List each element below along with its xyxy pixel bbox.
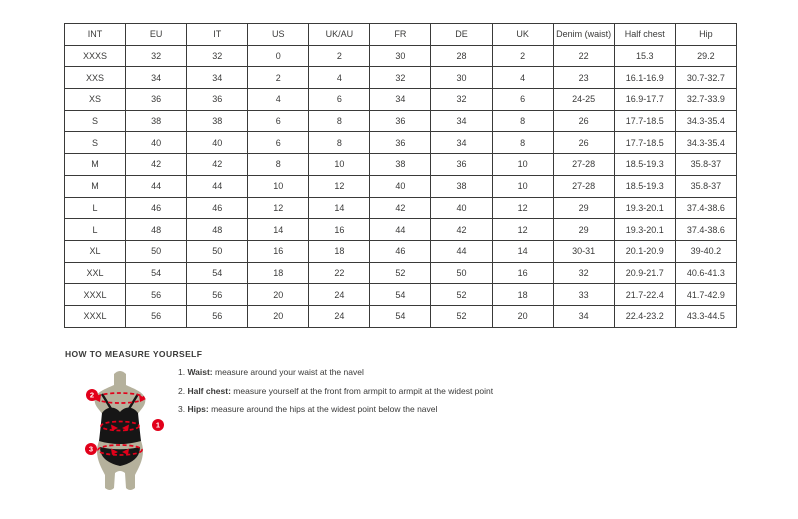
size-cell: 12 <box>248 197 309 219</box>
size-cell: 19.3-20.1 <box>614 197 675 219</box>
size-cell: 21.7-22.4 <box>614 284 675 306</box>
measure-step <box>178 404 493 414</box>
size-chart-header <box>65 24 737 46</box>
badge-waist-number: 1 <box>155 420 161 430</box>
size-cell: 54 <box>126 262 187 284</box>
size-cell: 4 <box>309 67 370 89</box>
size-cell: 34 <box>370 89 431 111</box>
size-cell: 16 <box>492 262 553 284</box>
size-cell: 56 <box>187 284 248 306</box>
size-cell: 32 <box>431 89 492 111</box>
size-cell: 16.1-16.9 <box>614 67 675 89</box>
table-row <box>65 132 737 154</box>
size-cell: 32 <box>370 67 431 89</box>
size-cell: 8 <box>492 132 553 154</box>
size-cell: 20 <box>492 305 553 327</box>
size-cell: 46 <box>370 240 431 262</box>
size-cell: 46 <box>187 197 248 219</box>
size-cell: 29 <box>553 219 614 241</box>
size-cell: 24 <box>309 305 370 327</box>
table-row <box>65 45 737 67</box>
size-cell: 32 <box>126 45 187 67</box>
step-number: 3. <box>178 404 188 414</box>
size-cell: 42 <box>126 154 187 176</box>
step-text: measure around your waist at the navel <box>212 367 364 377</box>
column-header: Hip <box>675 24 736 46</box>
table-row <box>65 219 737 241</box>
size-cell: 10 <box>492 175 553 197</box>
step-text: measure yourself at the front from armpit to armpit at the widest point <box>230 385 494 396</box>
table-row <box>65 175 737 197</box>
size-cell: S <box>65 110 126 132</box>
size-chart-body <box>65 45 737 327</box>
size-cell: 10 <box>248 175 309 197</box>
size-cell: 6 <box>248 110 309 132</box>
size-cell: 42 <box>370 197 431 219</box>
step-label: Half chest: <box>187 385 231 396</box>
size-cell: 34 <box>553 305 614 327</box>
size-cell: 29 <box>553 197 614 219</box>
measure-steps-list <box>178 367 493 423</box>
step-text: measure around the hips at the widest point below the navel <box>208 404 438 414</box>
size-cell: 18 <box>248 262 309 284</box>
badge-chest-number: 2 <box>89 390 95 400</box>
size-cell: 10 <box>309 154 370 176</box>
size-cell: 34 <box>431 132 492 154</box>
size-cell: 22 <box>309 262 370 284</box>
size-cell: 36 <box>370 110 431 132</box>
table-row <box>65 305 737 327</box>
size-cell: XXXS <box>65 45 126 67</box>
size-cell: 2 <box>309 45 370 67</box>
size-cell: 38 <box>431 175 492 197</box>
badge-hips-number: 3 <box>88 444 94 454</box>
size-cell: 34 <box>187 67 248 89</box>
size-cell: 12 <box>492 219 553 241</box>
size-cell: 30.7-32.7 <box>675 67 736 89</box>
size-cell: 29.2 <box>675 45 736 67</box>
size-cell: 35.8-37 <box>675 175 736 197</box>
size-cell: 12 <box>309 175 370 197</box>
size-cell: 8 <box>492 110 553 132</box>
size-cell: 12 <box>492 197 553 219</box>
table-row <box>65 197 737 219</box>
size-cell: 54 <box>187 262 248 284</box>
size-chart-table <box>64 23 737 328</box>
column-header: UK <box>492 24 553 46</box>
size-cell: 37.4-38.6 <box>675 219 736 241</box>
size-cell: 20 <box>248 284 309 306</box>
size-cell: 20.9-21.7 <box>614 262 675 284</box>
size-cell: 46 <box>126 197 187 219</box>
size-cell: 42 <box>431 219 492 241</box>
table-row <box>65 262 737 284</box>
size-cell: 34 <box>126 67 187 89</box>
size-cell: 41.7-42.9 <box>675 284 736 306</box>
size-cell: 39-40.2 <box>675 240 736 262</box>
size-cell: 26 <box>553 110 614 132</box>
size-cell: 27-28 <box>553 154 614 176</box>
column-header: Half chest <box>614 24 675 46</box>
step-label: Hips: <box>187 404 209 414</box>
size-cell: 34.3-35.4 <box>675 132 736 154</box>
table-row <box>65 67 737 89</box>
size-cell: 40 <box>370 175 431 197</box>
size-cell: L <box>65 197 126 219</box>
size-cell: 6 <box>492 89 553 111</box>
size-cell: 30 <box>370 45 431 67</box>
column-header: US <box>248 24 309 46</box>
table-row <box>65 89 737 111</box>
size-cell: M <box>65 175 126 197</box>
column-header: DE <box>431 24 492 46</box>
size-cell: 36 <box>431 154 492 176</box>
size-cell: XXXL <box>65 305 126 327</box>
size-cell: 44 <box>431 240 492 262</box>
size-cell: 52 <box>431 305 492 327</box>
size-cell: 14 <box>248 219 309 241</box>
size-cell: 20.1-20.9 <box>614 240 675 262</box>
size-cell: 40.6-41.3 <box>675 262 736 284</box>
size-cell: 14 <box>309 197 370 219</box>
size-cell: XS <box>65 89 126 111</box>
size-cell: 40 <box>431 197 492 219</box>
size-cell: 44 <box>187 175 248 197</box>
size-cell: 42 <box>187 154 248 176</box>
size-cell: 17.7-18.5 <box>614 110 675 132</box>
size-cell: 32.7-33.9 <box>675 89 736 111</box>
size-cell: 50 <box>187 240 248 262</box>
size-cell: 16 <box>248 240 309 262</box>
table-row <box>65 154 737 176</box>
step-label: Waist: <box>187 367 213 377</box>
size-cell: XXL <box>65 262 126 284</box>
size-cell: 18 <box>309 240 370 262</box>
size-cell: 50 <box>126 240 187 262</box>
column-header: UK/AU <box>309 24 370 46</box>
size-cell: L <box>65 219 126 241</box>
size-cell: 20 <box>248 305 309 327</box>
size-cell: 24-25 <box>553 89 614 111</box>
size-cell: 8 <box>309 110 370 132</box>
step-number: 1. <box>178 367 188 377</box>
table-row <box>65 284 737 306</box>
size-cell: 22 <box>553 45 614 67</box>
size-cell: 48 <box>187 219 248 241</box>
size-cell: 50 <box>431 262 492 284</box>
size-cell: 8 <box>248 154 309 176</box>
size-cell: 36 <box>187 89 248 111</box>
step-number: 2. <box>178 385 188 396</box>
size-cell: 34.3-35.4 <box>675 110 736 132</box>
size-cell: 28 <box>431 45 492 67</box>
size-cell: 37.4-38.6 <box>675 197 736 219</box>
table-row <box>65 110 737 132</box>
mannequin-illustration <box>77 365 187 501</box>
size-cell: XXS <box>65 67 126 89</box>
size-cell: 0 <box>248 45 309 67</box>
measurement-figure <box>77 365 187 501</box>
size-cell: 8 <box>309 132 370 154</box>
size-cell: 6 <box>248 132 309 154</box>
size-cell: 23 <box>553 67 614 89</box>
size-cell: 38 <box>370 154 431 176</box>
size-cell: 35.8-37 <box>675 154 736 176</box>
size-cell: 15.3 <box>614 45 675 67</box>
size-cell: M <box>65 154 126 176</box>
size-cell: 2 <box>248 67 309 89</box>
size-cell: 18.5-19.3 <box>614 175 675 197</box>
size-cell: 4 <box>492 67 553 89</box>
size-cell: 33 <box>553 284 614 306</box>
size-cell: 56 <box>126 305 187 327</box>
size-cell: 32 <box>187 45 248 67</box>
size-cell: 48 <box>126 219 187 241</box>
size-cell: 16.9-17.7 <box>614 89 675 111</box>
size-cell: 34 <box>431 110 492 132</box>
column-header: INT <box>65 24 126 46</box>
size-cell: 40 <box>187 132 248 154</box>
size-cell: 38 <box>126 110 187 132</box>
table-row <box>65 240 737 262</box>
header-row <box>65 24 737 46</box>
column-header: IT <box>187 24 248 46</box>
size-cell: 52 <box>370 262 431 284</box>
size-cell: 43.3-44.5 <box>675 305 736 327</box>
measure-step <box>178 367 493 377</box>
size-cell: 10 <box>492 154 553 176</box>
size-cell: 38 <box>187 110 248 132</box>
size-cell: S <box>65 132 126 154</box>
size-cell: 44 <box>370 219 431 241</box>
column-header: FR <box>370 24 431 46</box>
size-cell: 40 <box>126 132 187 154</box>
size-cell: 6 <box>309 89 370 111</box>
size-cell: 4 <box>248 89 309 111</box>
size-cell: 14 <box>492 240 553 262</box>
size-cell: 54 <box>370 305 431 327</box>
size-cell: 24 <box>309 284 370 306</box>
size-cell: 30-31 <box>553 240 614 262</box>
size-cell: 36 <box>370 132 431 154</box>
size-cell: 2 <box>492 45 553 67</box>
size-cell: 18 <box>492 284 553 306</box>
measure-section-title: HOW TO MEASURE YOURSELF <box>65 349 203 359</box>
size-cell: 56 <box>187 305 248 327</box>
size-cell: 56 <box>126 284 187 306</box>
size-cell: 54 <box>370 284 431 306</box>
size-cell: XL <box>65 240 126 262</box>
size-cell: 17.7-18.5 <box>614 132 675 154</box>
size-cell: 27-28 <box>553 175 614 197</box>
size-cell: 52 <box>431 284 492 306</box>
size-cell: 19.3-20.1 <box>614 219 675 241</box>
size-cell: 32 <box>553 262 614 284</box>
size-cell: XXXL <box>65 284 126 306</box>
size-cell: 16 <box>309 219 370 241</box>
size-cell: 44 <box>126 175 187 197</box>
column-header: Denim (waist) <box>553 24 614 46</box>
size-cell: 26 <box>553 132 614 154</box>
column-header: EU <box>126 24 187 46</box>
size-cell: 18.5-19.3 <box>614 154 675 176</box>
size-cell: 36 <box>126 89 187 111</box>
size-cell: 22.4-23.2 <box>614 305 675 327</box>
measure-step <box>178 386 493 396</box>
size-cell: 30 <box>431 67 492 89</box>
